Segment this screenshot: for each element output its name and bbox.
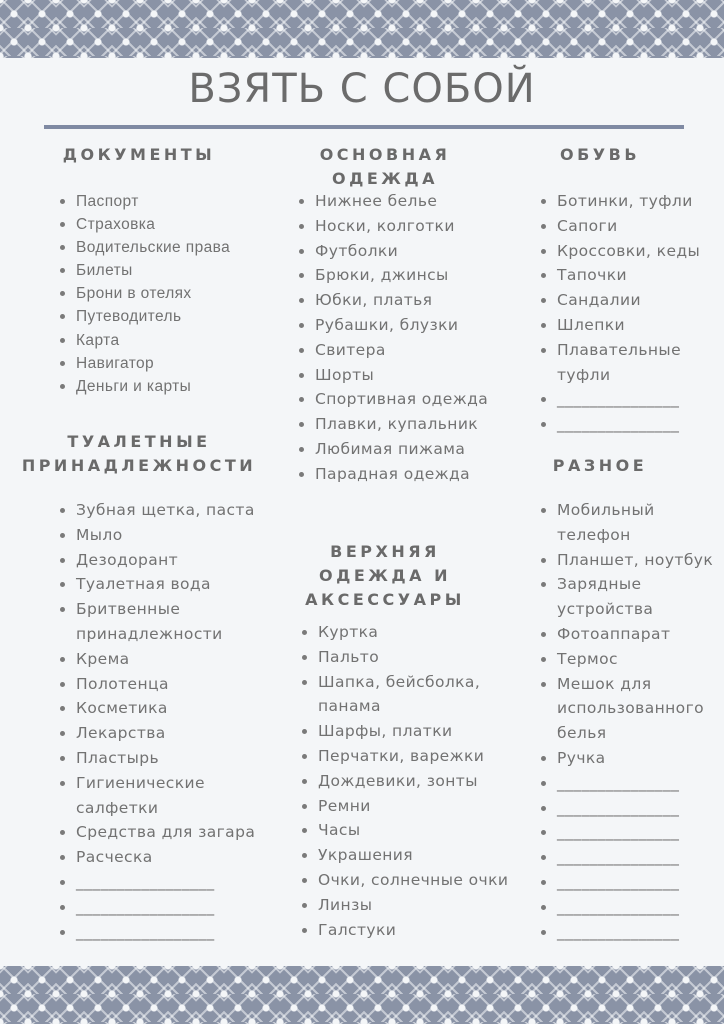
list-item: _______________ [539, 920, 719, 945]
list-item: Парадная одежда [297, 462, 497, 487]
list-item: Шапка, бейсболка, панама [300, 670, 515, 720]
section-heading-outerwear [290, 540, 480, 612]
list-item: Билеты [58, 259, 268, 282]
list-item: Мыло [58, 523, 273, 548]
list-item: Шорты [297, 363, 497, 388]
list-item: _______________ [539, 845, 719, 870]
list-item: Нижнее белье [297, 189, 497, 214]
list-item: Мешок для использованного белья [539, 672, 719, 746]
list-item: Шлепки [539, 313, 714, 338]
section-heading-line: ТУАЛЕТНЫЕ [67, 432, 211, 451]
list-item: Плавки, купальник [297, 412, 497, 437]
misc-list [539, 498, 719, 944]
list-item: Дождевики, зонты [300, 769, 515, 794]
list-item: _________________ [58, 870, 273, 895]
outerwear-list [300, 620, 515, 942]
list-item: Украшения [300, 843, 515, 868]
list-item: _______________ [539, 771, 719, 796]
list-item: Мобильный телефон [539, 498, 719, 548]
decorative-pattern-bottom [0, 966, 724, 1024]
list-item: Крема [58, 647, 273, 672]
section-heading-toiletries [14, 430, 264, 478]
documents-list [58, 190, 268, 398]
title-divider [44, 125, 684, 129]
list-item: _______________ [539, 412, 714, 437]
toiletries-list [58, 498, 273, 944]
list-item: Туалетная вода [58, 572, 273, 597]
list-item: Свитера [297, 338, 497, 363]
list-item: Галстуки [300, 918, 515, 943]
list-item: Кроссовки, кеды [539, 239, 714, 264]
list-item: _______________ [539, 870, 719, 895]
section-heading-line: ОДЕЖДА И [319, 566, 451, 585]
list-item: Навигатор [58, 352, 268, 375]
list-item: Ручка [539, 746, 719, 771]
list-item: Сапоги [539, 214, 714, 239]
section-heading-line: ВЕРХНЯЯ [330, 542, 440, 561]
list-item: Брюки, джинсы [297, 263, 497, 288]
list-item: Дезодорант [58, 548, 273, 573]
list-item: Юбки, платья [297, 288, 497, 313]
list-item: Тапочки [539, 263, 714, 288]
section-heading-line: АКСЕССУАРЫ [305, 590, 465, 609]
list-item: Водительские права [58, 236, 268, 259]
list-item: Средства для загара [58, 820, 273, 845]
list-item: Страховка [58, 213, 268, 236]
list-item: Сандалии [539, 288, 714, 313]
decorative-pattern-top [0, 0, 724, 58]
list-item: _______________ [539, 895, 719, 920]
list-item: Путеводитель [58, 305, 268, 328]
section-heading-misc: РАЗНОЕ [552, 456, 648, 475]
list-item: Ремни [300, 794, 515, 819]
list-item: Термос [539, 647, 719, 672]
list-item: Куртка [300, 620, 515, 645]
list-item: Полотенца [58, 672, 273, 697]
list-item: Очки, солнечные очки [300, 868, 515, 893]
list-item: Шарфы, платки [300, 719, 515, 744]
list-item: Зубная щетка, паста [58, 498, 273, 523]
list-item: _______________ [539, 796, 719, 821]
list-item: Деньги и карты [58, 375, 268, 398]
list-item: Лекарства [58, 721, 273, 746]
list-item: Бритвенные принадлежности [58, 597, 273, 647]
list-item: Футболки [297, 239, 497, 264]
list-item: Плавательные туфли [539, 338, 714, 388]
list-item: Косметика [58, 696, 273, 721]
list-item: _________________ [58, 920, 273, 945]
list-item: Любимая пижама [297, 437, 497, 462]
list-item: _________________ [58, 895, 273, 920]
list-item: Носки, колготки [297, 214, 497, 239]
list-item: Часы [300, 818, 515, 843]
section-heading-line: ПРИНАДЛЕЖНОСТИ [21, 456, 257, 475]
section-heading-main-clothes [290, 143, 480, 191]
list-item: Линзы [300, 893, 515, 918]
list-item: Расческа [58, 845, 273, 870]
section-heading-line: ОДЕЖДА [332, 169, 438, 188]
page-title: ВЗЯТЬ С СОБОЙ [188, 66, 536, 112]
section-heading-line: ОСНОВНАЯ [319, 145, 451, 164]
list-item: Фотоаппарат [539, 622, 719, 647]
list-item: Брони в отелях [58, 282, 268, 305]
list-item: _______________ [539, 820, 719, 845]
section-heading-documents: ДОКУМЕНТЫ [62, 145, 216, 164]
list-item: Пластырь [58, 746, 273, 771]
list-item: Ботинки, туфли [539, 189, 714, 214]
list-item: Планшет, ноутбук [539, 548, 719, 573]
list-item: _______________ [539, 387, 714, 412]
list-item: Рубашки, блузки [297, 313, 497, 338]
main-clothes-list [297, 189, 497, 487]
list-item: Пальто [300, 645, 515, 670]
list-item: Зарядные устройства [539, 572, 719, 622]
shoes-list [539, 189, 714, 437]
list-item: Перчатки, варежки [300, 744, 515, 769]
list-item: Карта [58, 329, 268, 352]
list-item: Спортивная одежда [297, 387, 497, 412]
list-item: Паспорт [58, 190, 268, 213]
section-heading-shoes: ОБУВЬ [559, 145, 641, 164]
list-item: Гигиенические салфетки [58, 771, 273, 821]
